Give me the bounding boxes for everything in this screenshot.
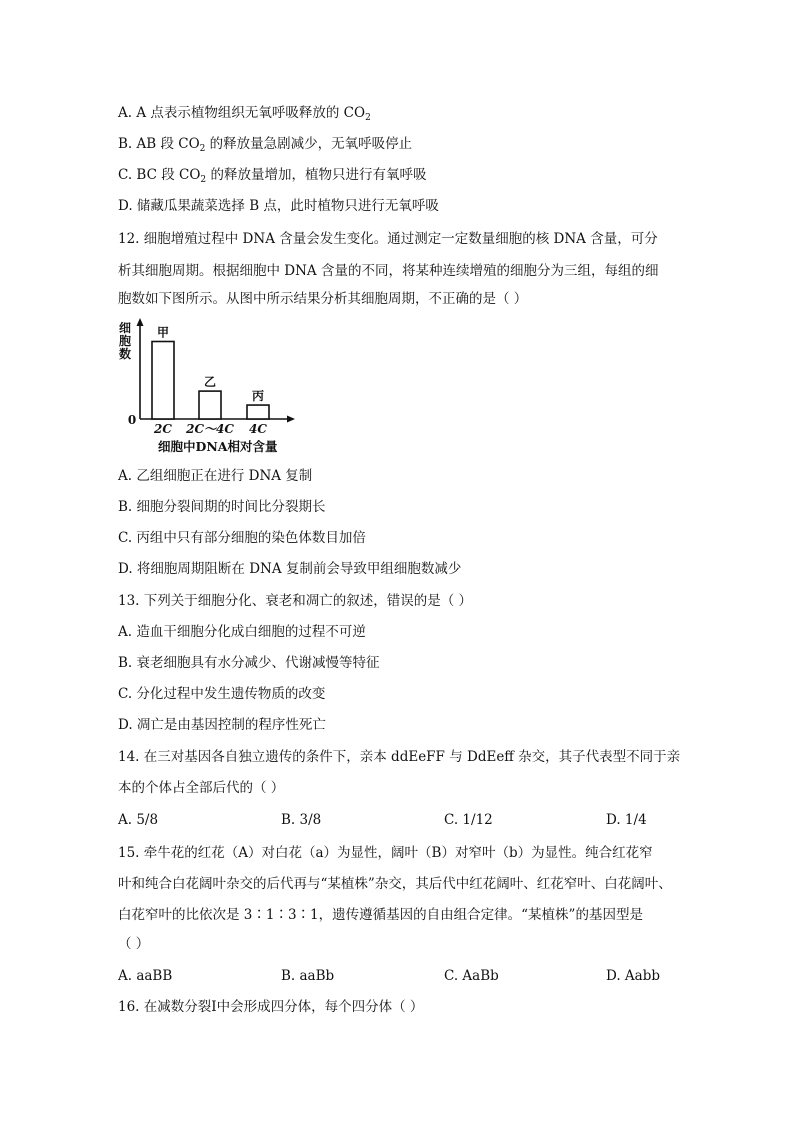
q15-option-a: A. aaBB <box>118 968 173 984</box>
q14-stem-line: 14. 在三对基因各自独立遗传的条件下，亲本 ddEeFF 与 DdEeff 杂交，其子代表型不同于亲 <box>118 749 681 765</box>
q15-stem-line: 白花窄叶的比依次是 3∶1∶3∶1，遗传遵循基因的自由组合定律。“某植株”的基因型是 <box>118 907 643 923</box>
q15-option-d: D. Aabb <box>606 968 661 984</box>
q13-option-a: A. 造血干细胞分化成白细胞的过程不可逆 <box>118 624 366 640</box>
q14-option-d: D. 1/4 <box>606 812 647 828</box>
x-tick-label: 4C <box>249 422 267 436</box>
q11-option-c: C. BC 段 $CO_2$ 的释放量增加，植物只进行有氧呼吸 <box>118 167 427 185</box>
bar-0 <box>152 342 174 420</box>
q15-stem-line: （ ） <box>118 936 150 952</box>
q12-option-d: D. 将细胞周期阻断在 DNA 复制前会导致甲组细胞数减少 <box>118 561 462 577</box>
q14-option-c: C. 1/12 <box>444 812 493 828</box>
q12-stem-line: 12. 细胞增殖过程中 DNA 含量会发生变化。通过测定一定数量细胞的核 DNA 含量，可分 <box>118 231 658 247</box>
y-axis-arrow <box>137 318 144 326</box>
q13-option-c: C. 分化过程中发生遗传物质的改变 <box>118 686 326 702</box>
q11-option-d: D. 储藏瓜果蔬菜选择 B 点，此时植物只进行无氧呼吸 <box>118 198 439 214</box>
bar-2 <box>247 405 269 419</box>
bar-label: 丙 <box>251 389 265 404</box>
q13-option-d: D. 凋亡是由基因控制的程序性死亡 <box>118 717 326 733</box>
q12-stem-line: 析其细胞周期。根据细胞中 DNA 含量的不同，将某种连续增殖的细胞分为三组，每组的细 <box>118 263 659 279</box>
q11-option-b: B. AB 段 $CO_2$ 的释放量急剧减少，无氧呼吸停止 <box>118 136 413 154</box>
bar-label: 乙 <box>203 375 217 390</box>
q15-stem-line: 叶和纯合白花阔叶杂交的后代再与“某植株”杂交，其后代中红花阔叶、红花窄叶、白花阔叶、 <box>118 876 672 892</box>
q15-option-c: C. AaBb <box>444 968 499 984</box>
q12-option-a: A. 乙组细胞正在进行 DNA 复制 <box>118 468 313 484</box>
bar-1 <box>199 391 221 419</box>
chart-x-axis-label: 细胞中DNA相对含量 <box>158 439 278 454</box>
q15-stem-line: 15. 牵牛花的红花（A）对白花（a）为显性，阔叶（B）对窄叶（b）为显性。纯合红花窄 <box>118 845 653 861</box>
q15-option-b: B. aaBb <box>281 968 335 984</box>
q16-stem: 16. 在减数分裂Ⅰ中会形成四分体，每个四分体（ ） <box>118 999 424 1015</box>
q12-stem-line: 胞数如下图所示。从图中所示结果分析其细胞周期，不正确的是（ ） <box>118 291 528 307</box>
x-axis-arrow <box>287 416 295 423</box>
x-tick-label: 2C～4C <box>186 422 234 436</box>
q14-option-b: B. 3/8 <box>281 812 322 828</box>
q11-option-a: A. A 点表示植物组织无氧呼吸释放的 $CO_2$ <box>118 105 371 123</box>
q14-stem-line: 本的个体占全部后代的（ ） <box>118 780 285 796</box>
chart-y-axis-label: 细胞数 <box>118 321 131 361</box>
q12-option-b: B. 细胞分裂间期的时间比分裂期长 <box>118 499 326 515</box>
origin-label: 0 <box>127 413 137 427</box>
q13-option-b: B. 衰老细胞具有水分减少、代谢减慢等特征 <box>118 655 380 671</box>
q13-stem: 13. 下列关于细胞分化、衰老和凋亡的叙述，错误的是（ ） <box>118 593 473 609</box>
bar-label: 甲 <box>156 325 170 340</box>
x-tick-label: 2C <box>154 422 172 436</box>
q14-option-a: A. 5/8 <box>118 812 159 828</box>
q12-option-c: C. 丙组中只有部分细胞的染色体数目加倍 <box>118 530 366 546</box>
